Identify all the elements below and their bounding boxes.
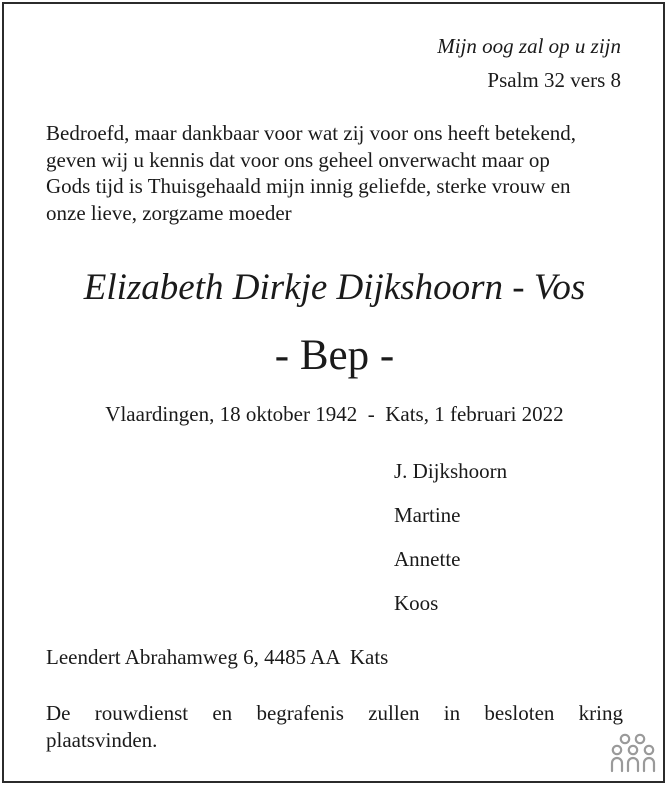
- relative-name: Annette: [394, 547, 461, 571]
- deceased-full-name: Elizabeth Dirkje Dijkshoorn - Vos: [83, 267, 586, 308]
- intro-line: geven wij u kennis dat voor ons geheel onverwacht maar op: [46, 147, 550, 172]
- service-line: De rouwdienst en begrafenis zullen in besloten kring: [46, 701, 623, 725]
- intro-line: onze lieve, zorgzame moeder: [46, 200, 292, 225]
- relative-name: Martine: [394, 503, 461, 527]
- bible-quote: Mijn oog zal op u zijn: [437, 34, 621, 58]
- service-notice: [46, 700, 623, 754]
- birth-death-dates: Vlaardingen, 18 oktober 1942 - Kats, 1 februari 2022: [105, 402, 564, 426]
- service-line: plaatsvinden.: [46, 728, 158, 752]
- deceased-nickname: - Bep -: [274, 332, 395, 379]
- intro-line: Bedroefd, maar dankbaar voor wat zij voor ons heeft betekend,: [46, 121, 577, 145]
- relatives-list: [394, 458, 507, 634]
- bible-quote-reference: Psalm 32 vers 8: [487, 68, 621, 92]
- relative-name: Koos: [394, 591, 439, 615]
- intro-text: [46, 120, 626, 226]
- intro-line: Gods tijd is Thuisgehaald mijn innig geliefde, sterke vrouw en: [46, 174, 571, 198]
- correspondence-address: Leendert Abrahamweg 6, 4485 AA Kats: [46, 645, 389, 669]
- relative-name: J. Dijkshoorn: [394, 459, 508, 483]
- people-group-icon: [609, 733, 657, 773]
